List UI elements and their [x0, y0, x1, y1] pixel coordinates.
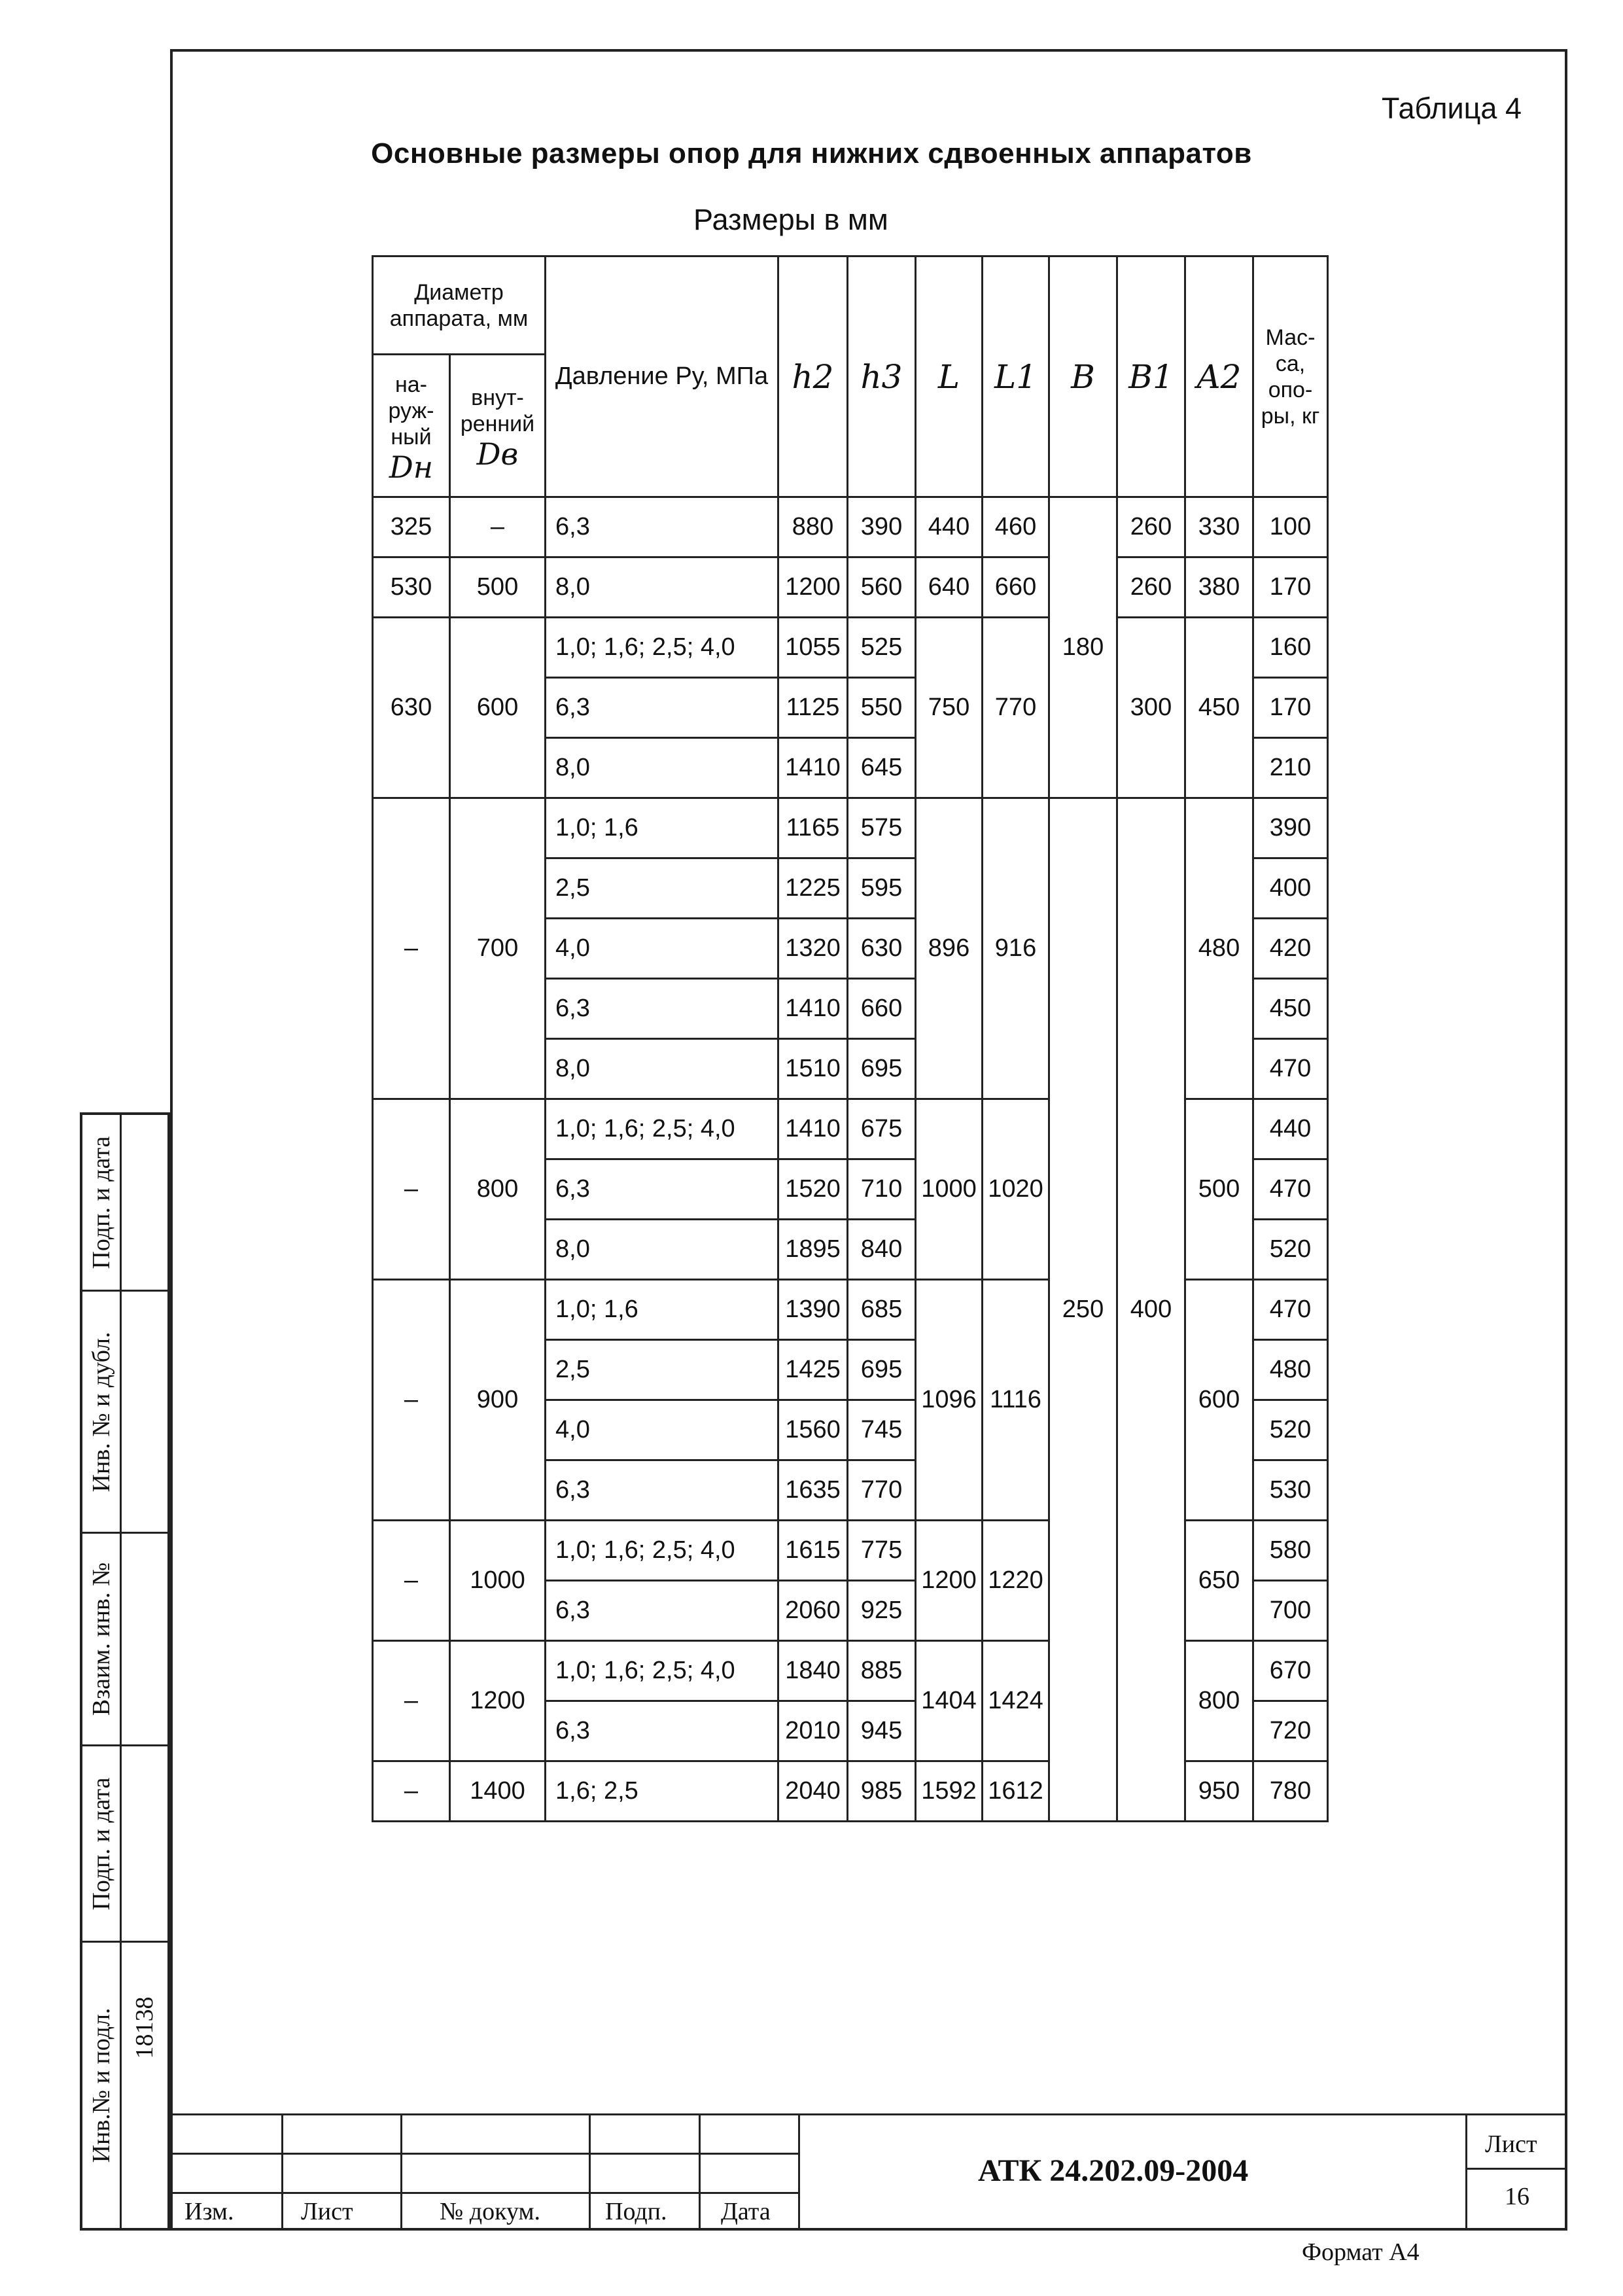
cell-h3: 695 — [848, 1039, 916, 1099]
cell-pressure: 1,0; 1,6; 2,5; 4,0 — [546, 618, 778, 678]
header-pressure: Давление Ру, МПа — [546, 256, 778, 497]
cell-h3: 525 — [848, 618, 916, 678]
header-h3: h3 — [848, 256, 916, 497]
cell-outer: 630 — [373, 618, 450, 798]
cell-mass: 700 — [1253, 1581, 1328, 1641]
header-L: L — [916, 256, 983, 497]
cell-mass: 520 — [1253, 1220, 1328, 1280]
header-inner — [450, 355, 546, 497]
cell-h3: 710 — [848, 1159, 916, 1220]
cell-L1: 770 — [983, 618, 1049, 798]
cell-h3: 770 — [848, 1460, 916, 1521]
sheet-label: Лист — [1485, 2130, 1537, 2158]
table-number: Таблица 4 — [1382, 92, 1522, 125]
cell-mass: 470 — [1253, 1039, 1328, 1099]
cell-h2: 1200 — [778, 557, 848, 618]
cell-inner: – — [450, 497, 546, 557]
cell-mass: 400 — [1253, 858, 1328, 919]
cell-pressure: 4,0 — [546, 919, 778, 979]
cell-outer: 325 — [373, 497, 450, 557]
cell-h3: 595 — [848, 858, 916, 919]
cell-pressure: 6,3 — [546, 678, 778, 738]
cell-pressure: 1,0; 1,6 — [546, 798, 778, 858]
cell-pressure: 8,0 — [546, 1220, 778, 1280]
sheet-number: 16 — [1505, 2183, 1529, 2210]
cell-mass: 670 — [1253, 1641, 1328, 1701]
cell-inner: 1000 — [450, 1521, 546, 1641]
cell-mass: 160 — [1253, 618, 1328, 678]
cell-h2: 1560 — [778, 1400, 848, 1460]
cell-h3: 840 — [848, 1220, 916, 1280]
side-stamp-strip — [80, 1112, 170, 2231]
cell-L1: 1612 — [983, 1761, 1049, 1822]
cell-L: 750 — [916, 618, 983, 798]
cell-h3: 675 — [848, 1099, 916, 1159]
cell-h3: 660 — [848, 979, 916, 1039]
cell-inner: 500 — [450, 557, 546, 618]
cell-h3: 645 — [848, 738, 916, 798]
cell-pressure: 8,0 — [546, 738, 778, 798]
cell-A2: 330 — [1185, 497, 1253, 557]
cell-L: 440 — [916, 497, 983, 557]
cell-A2: 950 — [1185, 1761, 1253, 1822]
cell-pressure: 4,0 — [546, 1400, 778, 1460]
cell-L1: 1116 — [983, 1280, 1049, 1521]
cell-h2: 1510 — [778, 1039, 848, 1099]
inventory-number: 18138 — [131, 1996, 158, 2059]
table-row — [373, 497, 1328, 557]
cell-h3: 630 — [848, 919, 916, 979]
cell-A2: 800 — [1185, 1641, 1253, 1761]
cell-h2: 2010 — [778, 1701, 848, 1761]
cell-mass: 520 — [1253, 1400, 1328, 1460]
cell-L: 1592 — [916, 1761, 983, 1822]
stamp-cell-sign-date-1 — [82, 1115, 167, 1292]
cell-inner: 1400 — [450, 1761, 546, 1822]
cell-pressure: 1,0; 1,6; 2,5; 4,0 — [546, 1099, 778, 1159]
cell-mass: 470 — [1253, 1280, 1328, 1340]
cell-pressure: 6,3 — [546, 979, 778, 1039]
cell-h2: 2060 — [778, 1581, 848, 1641]
cell-A2: 650 — [1185, 1521, 1253, 1641]
cell-h2: 1390 — [778, 1280, 848, 1340]
cell-h2: 1840 — [778, 1641, 848, 1701]
cell-mass: 100 — [1253, 497, 1328, 557]
cell-h3: 945 — [848, 1701, 916, 1761]
cell-h2: 1635 — [778, 1460, 848, 1521]
cell-h3: 575 — [848, 798, 916, 858]
cell-h3: 560 — [848, 557, 916, 618]
table-row — [373, 798, 1328, 858]
cell-pressure: 6,3 — [546, 497, 778, 557]
cell-h3: 885 — [848, 1641, 916, 1701]
cell-L1: 660 — [983, 557, 1049, 618]
cell-pressure: 8,0 — [546, 1039, 778, 1099]
cell-pressure: 1,0; 1,6 — [546, 1280, 778, 1340]
label-list: Лист — [301, 2198, 353, 2225]
cell-L: 1000 — [916, 1099, 983, 1280]
cell-A2: 600 — [1185, 1280, 1253, 1521]
header-diameter: Диаметр аппарата, мм — [373, 256, 546, 355]
cell-h2: 1165 — [778, 798, 848, 858]
cell-h3: 550 — [848, 678, 916, 738]
stamp-label: Взаим. инв. № — [87, 1562, 115, 1716]
cell-h2: 2040 — [778, 1761, 848, 1822]
cell-pressure: 6,3 — [546, 1581, 778, 1641]
cell-h3: 775 — [848, 1521, 916, 1581]
cell-h2: 1410 — [778, 738, 848, 798]
cell-L1: 916 — [983, 798, 1049, 1099]
cell-mass: 390 — [1253, 798, 1328, 858]
cell-mass: 170 — [1253, 678, 1328, 738]
label-doc: № докум. — [440, 2198, 541, 2225]
header-outer — [373, 355, 450, 497]
cell-h2: 1320 — [778, 919, 848, 979]
cell-L: 1200 — [916, 1521, 983, 1641]
label-date: Дата — [721, 2198, 771, 2225]
cell-mass: 530 — [1253, 1460, 1328, 1521]
cell-h2: 1895 — [778, 1220, 848, 1280]
format-label: Формат А4 — [1302, 2238, 1420, 2266]
document-code: АТК 24.202.09-2004 — [978, 2153, 1249, 2188]
cell-L: 1096 — [916, 1280, 983, 1521]
cell-pressure: 6,3 — [546, 1159, 778, 1220]
cell-pressure: 6,3 — [546, 1460, 778, 1521]
cell-h2: 1125 — [778, 678, 848, 738]
cell-mass: 780 — [1253, 1761, 1328, 1822]
dimensions-table — [372, 255, 1329, 1822]
cell-A2: 380 — [1185, 557, 1253, 618]
header-A2: A2 — [1185, 256, 1253, 497]
cell-h3: 685 — [848, 1280, 916, 1340]
page-title: Основные размеры опор для нижних сдвоенных аппаратов — [371, 137, 1252, 169]
header-mass: Мас-са, опо-ры, кг — [1253, 256, 1328, 497]
cell-outer: – — [373, 1641, 450, 1761]
cell-h3: 695 — [848, 1340, 916, 1400]
cell-pressure: 1,0; 1,6; 2,5; 4,0 — [546, 1521, 778, 1581]
cell-B1: 260 — [1117, 557, 1185, 618]
cell-h2: 1410 — [778, 979, 848, 1039]
cell-B1: 400 — [1117, 798, 1185, 1822]
cell-pressure: 2,5 — [546, 1340, 778, 1400]
cell-L: 1404 — [916, 1641, 983, 1761]
cell-h3: 745 — [848, 1400, 916, 1460]
cell-L: 896 — [916, 798, 983, 1099]
cell-h2: 1425 — [778, 1340, 848, 1400]
cell-B: 180 — [1049, 497, 1117, 798]
cell-mass: 440 — [1253, 1099, 1328, 1159]
cell-inner: 800 — [450, 1099, 546, 1280]
cell-h2: 880 — [778, 497, 848, 557]
cell-pressure: 1,6; 2,5 — [546, 1761, 778, 1822]
stamp-label: Инв. № и дубл. — [87, 1332, 115, 1492]
table-row — [373, 618, 1328, 678]
cell-pressure: 8,0 — [546, 557, 778, 618]
cell-inner: 700 — [450, 798, 546, 1099]
cell-inner: 1200 — [450, 1641, 546, 1761]
cell-B: 250 — [1049, 798, 1117, 1822]
header-inner-symbol: Dв — [476, 436, 519, 472]
units-note: Размеры в мм — [693, 203, 888, 236]
cell-outer: – — [373, 1280, 450, 1521]
cell-A2: 480 — [1185, 798, 1253, 1099]
header-outer-label: на-руж-ный — [388, 372, 434, 450]
title-block — [170, 2113, 1567, 2231]
cell-pressure: 6,3 — [546, 1701, 778, 1761]
header-h2: h2 — [778, 256, 848, 497]
cell-mass: 170 — [1253, 557, 1328, 618]
cell-mass: 470 — [1253, 1159, 1328, 1220]
cell-outer: 530 — [373, 557, 450, 618]
header-B: B — [1049, 256, 1117, 497]
stamp-label: Подп. и дата — [87, 1776, 115, 1911]
cell-L1: 1424 — [983, 1641, 1049, 1761]
header-B1: B1 — [1117, 256, 1185, 497]
cell-inner: 600 — [450, 618, 546, 798]
cell-A2: 450 — [1185, 618, 1253, 798]
cell-A2: 500 — [1185, 1099, 1253, 1280]
cell-mass: 480 — [1253, 1340, 1328, 1400]
cell-mass: 720 — [1253, 1701, 1328, 1761]
cell-pressure: 2,5 — [546, 858, 778, 919]
cell-outer: – — [373, 1099, 450, 1280]
stamp-cell-inv-podl — [82, 1943, 167, 2228]
cell-h3: 390 — [848, 497, 916, 557]
table-row — [373, 557, 1328, 618]
header-outer-symbol: Dн — [389, 449, 434, 485]
cell-outer: – — [373, 798, 450, 1099]
stamp-cell-sign-date-2 — [82, 1746, 167, 1943]
stamp-label: Подп. и дата — [87, 1135, 115, 1269]
cell-L1: 1220 — [983, 1521, 1049, 1641]
header-L1: L1 — [983, 256, 1049, 497]
cell-mass: 450 — [1253, 979, 1328, 1039]
stamp-cell-vzaim-inv — [82, 1534, 167, 1746]
cell-inner: 900 — [450, 1280, 546, 1521]
stamp-cell-inv-dubl — [82, 1292, 167, 1534]
stamp-label: Инв.№ и подл. — [87, 2007, 115, 2163]
cell-h2: 1055 — [778, 618, 848, 678]
cell-mass: 210 — [1253, 738, 1328, 798]
cell-B1: 300 — [1117, 618, 1185, 798]
cell-outer: – — [373, 1521, 450, 1641]
cell-B1: 260 — [1117, 497, 1185, 557]
cell-h2: 1615 — [778, 1521, 848, 1581]
cell-outer: – — [373, 1761, 450, 1822]
cell-h2: 1410 — [778, 1099, 848, 1159]
cell-L1: 1020 — [983, 1099, 1049, 1280]
cell-pressure: 1,0; 1,6; 2,5; 4,0 — [546, 1641, 778, 1701]
cell-h3: 925 — [848, 1581, 916, 1641]
cell-h2: 1225 — [778, 858, 848, 919]
cell-L: 640 — [916, 557, 983, 618]
cell-L1: 460 — [983, 497, 1049, 557]
header-inner-label: внут-ренний — [460, 385, 535, 436]
cell-mass: 580 — [1253, 1521, 1328, 1581]
cell-mass: 420 — [1253, 919, 1328, 979]
cell-h3: 985 — [848, 1761, 916, 1822]
cell-h2: 1520 — [778, 1159, 848, 1220]
label-podp: Подп. — [605, 2198, 667, 2225]
label-izm: Изм. — [184, 2198, 234, 2225]
